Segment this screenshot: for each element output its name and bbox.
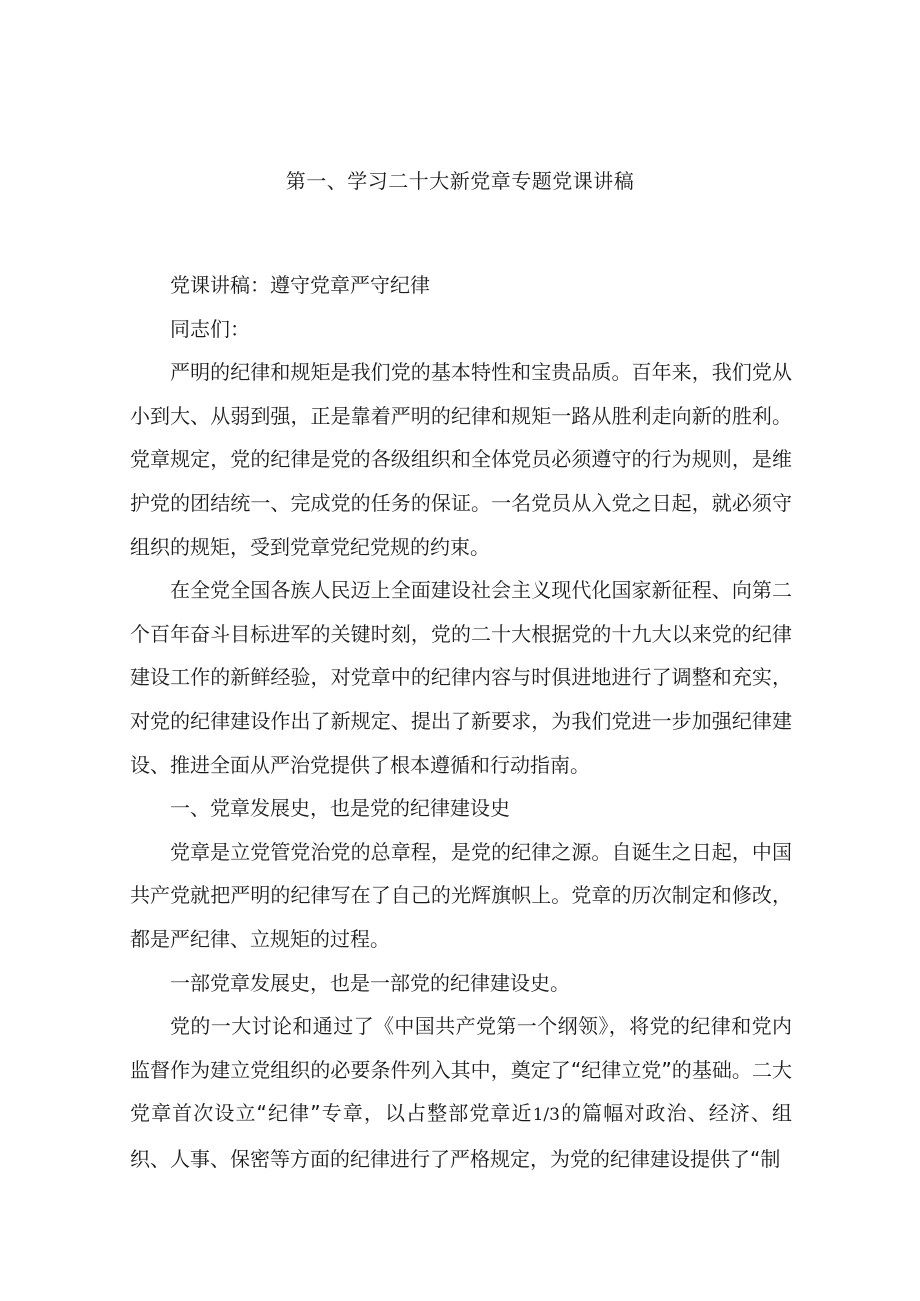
document-body (130, 264, 792, 1181)
first-congress-text-b: 的篇幅对政治、经济、组织、人事、保密等方面的纪律进行了严格规定，为党的纪律建设提供了“制 (130, 1101, 792, 1171)
salutation: 同志们： (170, 316, 250, 341)
section-heading-1: 一、党章发展史，也是党的纪律建设史 (170, 796, 510, 821)
first-congress-text-a: 党的一大讨论和通过了《中国共产党第一个纲领》，将党的纪律和党内监督作为建立党组织的必要条件列入其中，奠定了“纪律立党”的基础。二大党章首次设立“纪律”专章，以占整部党章近 (130, 1014, 792, 1126)
paragraph-intro: 严明的纪律和规矩是我们党的基本特性和宝贵品质。百年来，我们党从小到大、从弱到强，正是靠着严明的纪律和规矩一路从胜利走向新的胜利。党章规定，党的纪律是党的各级组织和全体党员必须遵守的行为规则，是维护党的团结统一、完成党的任务的保证。一名党员从入党之日起，就必须守组织的规矩，受到党章党纪党规的约束。 (130, 360, 792, 559)
document-title: 第一、学习二十大新党章专题党课讲稿 (285, 169, 635, 193)
fraction-one-third: 1/3 (532, 1105, 560, 1126)
paragraph-history-summary: 一部党章发展史，也是一部党的纪律建设史。 (170, 970, 570, 995)
paragraph-context: 在全党全国各族人民迈上全面建设社会主义现代化国家新征程、向第二个百年奋斗目标进军的关键时刻，党的二十大根据党的十九大以来党的纪律建设工作的新鲜经验，对党章中的纪律内容与时俱进地进行了调整和充实，对党的纪律建设作出了新规定、提出了新要求，为我们党进一步加强纪律建设、推进全面从严治党提供了根本遵循和行动指南。 (130, 578, 792, 777)
paragraph-charter-source: 党章是立党管党治党的总章程，是党的纪律之源。自诞生之日起，中国共产党就把严明的纪律写在了自己的光辉旗帜上。党章的历次制定和修改，都是严纪律、立规矩的过程。 (130, 839, 792, 951)
paragraph-first-congress (130, 1005, 792, 1181)
lecture-subtitle: 党课讲稿：遵守党章严守纪律 (170, 273, 430, 297)
